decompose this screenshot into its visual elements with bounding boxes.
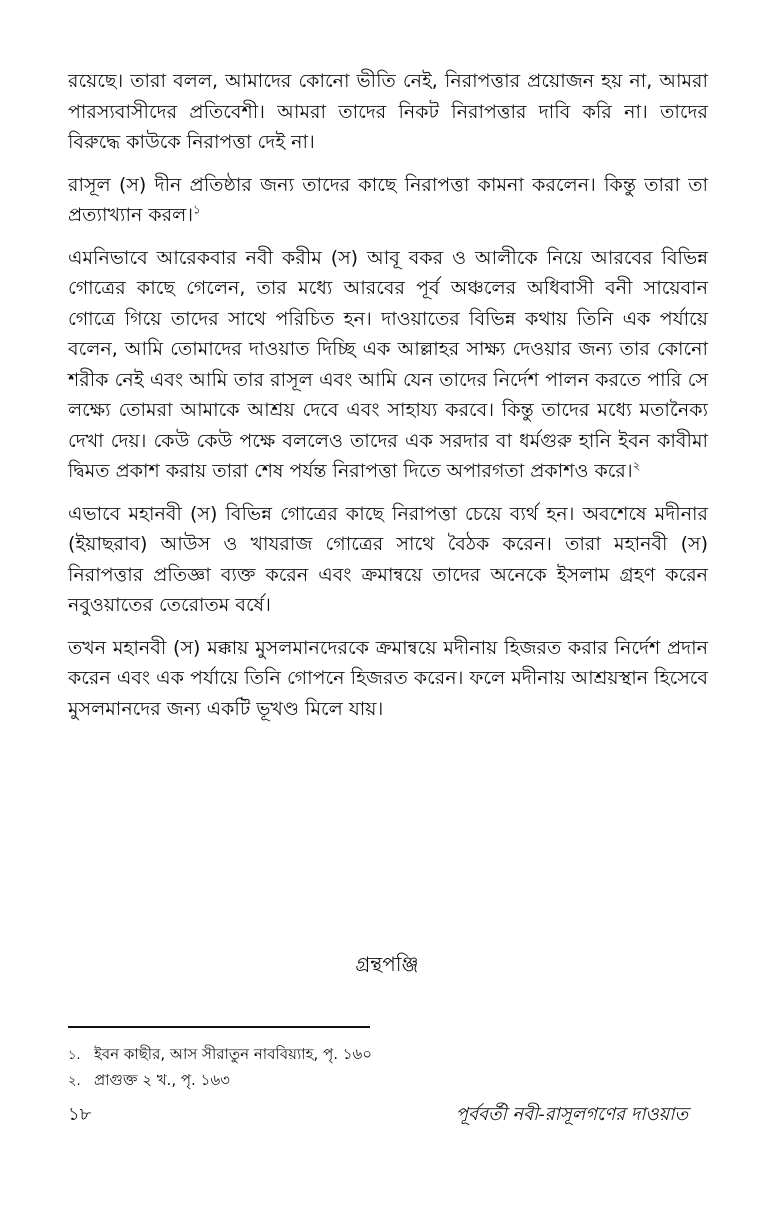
paragraph-1-text: রয়েছে। তারা বলল, আমাদের কোনো ভীতি নেই, নিরাপত্তার প্রয়োজন হয় না, আমরা পারস্যবাসীদের প্রতিবেশী। আমরা তাদের নিকট নিরাপত্তার দাবি করি না। তাদের বিরুদ্ধে কাউকে নিরাপত্তা দেই না। [68,70,708,153]
paragraph-4-text: এভাবে মহানবী (স) বিভিন্ন গোত্রের কাছে নিরাপত্তা চেয়ে ব্যর্থ হন। অবশেষে মদীনার (ইয়াছরাব) আউস ও খাযরাজ গোত্রের সাথে বৈঠক করেন। তারা মহানবী (স) নিরাপত্তার প্রতিজ্ঞা ব্যক্ত করেন এবং ক্রমান্বয়ে তাদের অনেকে ইসলাম গ্রহণ করেন নবুওয়াতের তেরোতম বর্ষে। [68,502,708,616]
footnote-2 [68,1068,708,1094]
footnote-2-mark: ২. [68,1074,81,1089]
paragraph-2-text: রাসূল (স) দীন প্রতিষ্ঠার জন্য তাদের কাছে নিরাপত্তা কামনা করলেন। কিন্তু তারা তা প্রত্যাখ্যান করল। [68,173,708,226]
footnote-divider [68,1026,370,1028]
paragraph-3-text: এমনিভাবে আরেকবার নবী করীম (স) আবূ বকর ও আলীকে নিয়ে আরবের বিভিন্ন গোত্রের কাছে গেলেন, তার মধ্যে আরবের পূর্ব অঞ্চলের অধিবাসী বনী সায়েবান গোত্রে গিয়ে তাদের সাথে পরিচিত হন। দাওয়াতের বিভিন্ন কথায় তিনি এক পর্যায়ে বলেন, আমি তোমাদের দাওয়াত দিচ্ছি এক আল্লাহর সাক্ষ্য দেওয়ার জন্য তার কোনো শরীক নেই এবং আমি তার রাসূল এবং আমি যেন তাদের নির্দেশ পালন করতে পারি সে লক্ষ্যে তোমরা আমাকে আশ্রয় দেবে এবং সাহায্য করবে। কিন্তু তাদের মধ্যে মতানৈক্য দেখা দেয়। কেউ কেউ পক্ষে বললেও তাদের এক সরদার বা ধর্মগুরু হানি ইবন কাবীমা দ্বিমত প্রকাশ করায় তারা শেষ পর্যন্ত নিরাপত্তা দিতে অপারগতা প্রকাশও করে। [68,246,708,482]
paragraph-5 [68,633,708,725]
paragraph-5-text: তখন মহানবী (স) মক্কায় মুসলমানদেরকে ক্রমান্বয়ে মদীনায় হিজরত করার নির্দেশ প্রদান করেন এবং এক পর্যায়ে তিনি গোপনে হিজরত করেন। ফলে মদীনায় আশ্রয়স্থান হিসেবে মুসলমানদের জন্য একটি ভূখণ্ড মিলে যায়। [68,636,708,720]
running-title: পূর্ববর্তী নবী-রাসূলগণের দাওয়াত [455,1104,688,1125]
footnote-2-text: প্রাগুক্ত ২ খ., পৃ. ১৬৩ [94,1071,230,1089]
footnote-1-text: ইবন কাছীর, আস সীরাতুন নাববিয়্যাহ, পৃ. ১৬০ [94,1045,373,1063]
paragraph-1 [68,66,708,158]
paragraph-3 [68,243,708,487]
page-number: ১৮ [68,1104,92,1125]
footnote-ref-2[interactable]: ২ [632,458,641,473]
footnote-1-mark: ১. [68,1048,81,1063]
footnote-ref-1[interactable]: ১ [193,202,201,217]
footnotes [68,1042,708,1094]
paragraph-4 [68,499,708,621]
page-body [68,66,708,736]
paragraph-2 [68,170,708,231]
footnote-1 [68,1042,708,1068]
bibliography-heading: গ্রন্থপঞ্জি [355,952,419,976]
